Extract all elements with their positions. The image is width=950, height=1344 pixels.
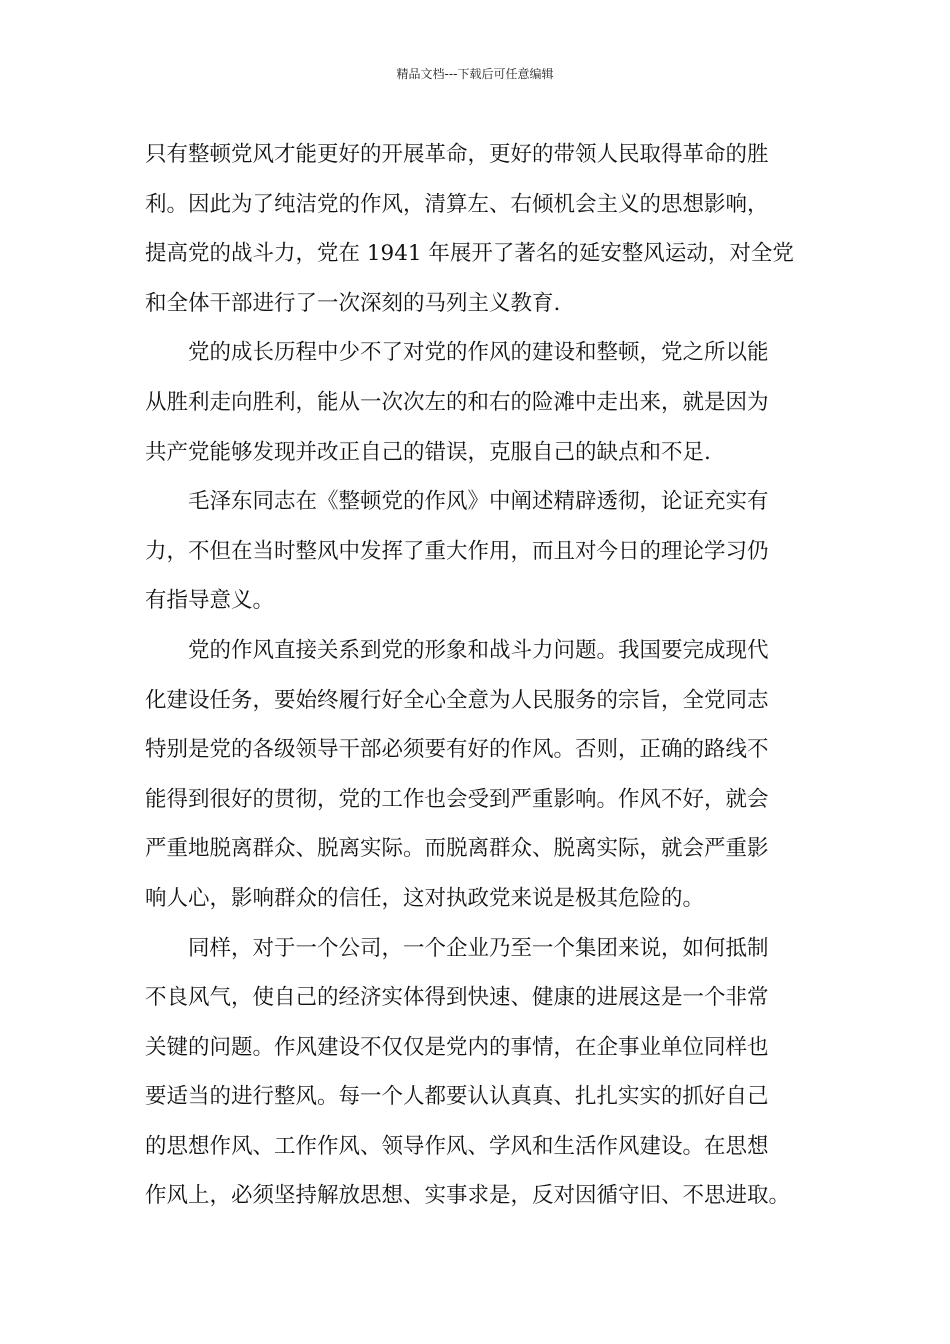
- text-line: 有指导意义。: [145, 588, 275, 614]
- text-line: 利。因此为了纯洁党的作风，清算左、右倾机会主义的思想影响，: [145, 191, 769, 217]
- text-line: 响人心，影响群众的信任，这对执政党来说是极其危险的。: [145, 885, 705, 911]
- paragraph-first-line: 党的作风直接关系到党的形象和战斗力问题。我国要完成现代: [188, 637, 769, 663]
- text-line: 严重地脱离群众、脱离实际。而脱离群众、脱离实际，就会严重影: [145, 836, 769, 862]
- text-line: 特别是党的各级领导干部必须要有好的作风。否则，正确的路线不: [145, 737, 769, 763]
- text-line: 化建设任务，要始终履行好全心全意为人民服务的宗旨，全党同志: [145, 687, 769, 713]
- paragraph-first-line: 毛泽东同志在《整顿党的作风》中阐述精辟透彻，论证充实有: [188, 489, 769, 515]
- text-line: 从胜利走向胜利，能从一次次左的和右的险滩中走出来，就是因为: [145, 389, 769, 415]
- document-body: [145, 130, 825, 1221]
- text-line: 只有整顿党风才能更好的开展革命，更好的带领人民取得革命的胜: [145, 142, 769, 167]
- page-header: 精品文档---下载后可任意编辑: [396, 67, 554, 81]
- text-line: 力，不但在当时整风中发挥了重大作用，而且对今日的理论学习仍: [145, 538, 769, 564]
- text-line: 要适当的进行整风。每一个人都要认认真真、扎扎实实的抓好自己: [145, 1084, 769, 1110]
- text-line: 作风上，必须坚持解放思想、实事求是，反对因循守旧、不思进取。: [145, 1183, 791, 1209]
- text-line: 提高党的战斗力，党在 1941 年展开了著名的延安整风运动，对全党: [145, 241, 794, 267]
- text-line: 共产党能够发现并改正自己的错误，克服自己的缺点和不足.: [145, 439, 711, 465]
- text-line: 能得到很好的贯彻，党的工作也会受到严重影响。作风不好，就会: [145, 786, 769, 812]
- text-line: 和全体干部进行了一次深刻的马列主义教育.: [145, 290, 561, 316]
- text-line: 不良风气，使自己的经济实体得到快速、健康的进展这是一个非常: [145, 985, 769, 1011]
- text-line: 的思想作风、工作作风、领导作风、学风和生活作风建设。在思想: [145, 1133, 769, 1159]
- paragraph-first-line: 党的成长历程中少不了对党的作风的建设和整顿，党之所以能: [188, 340, 769, 366]
- text-line: 关键的问题。作风建设不仅仅是党内的事情，在企事业单位同样也: [145, 1034, 769, 1060]
- paragraph-first-line: 同样，对于一个公司，一个企业乃至一个集团来说，如何抵制: [188, 935, 769, 961]
